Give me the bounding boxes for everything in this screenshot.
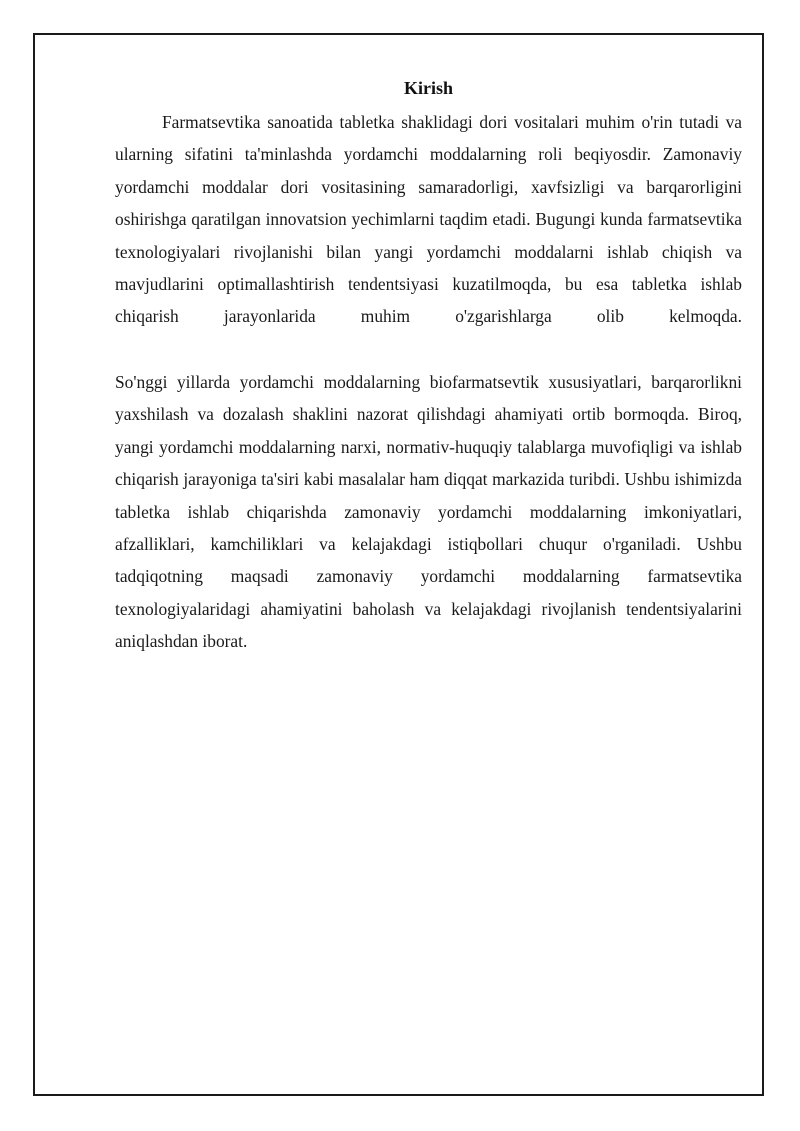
paragraph-introduction: Farmatsevtika sanoatida tabletka shaklidagi dori vositalari muhim o'rin tutadi va ularning sifatini ta'minlashda yordamchi moddalarning roli beqiyosdir. Zamonaviy yordamchi moddalar dori vositasining samaradorligi, xavfsizligi va barqarorligini oshirishga qaratilgan innovatsion yechimlarni taqdim etadi. Bugungi kunda farmatsevtika texnologiyalari rivojlanishi bilan yangi yordamchi moddalarni ishlab chiqish va mavjudlarini optimallashtirish tendentsiyasi kuzatilmoqda, bu esa tabletka ishlab chiqarish jarayonlarida muhim o'zgarishlarga olib kelmoqda. [115, 112, 742, 327]
paragraph-research-aim: So'nggi yillarda yordamchi moddalarning biofarmatsevtik xususiyatlari, barqarorlikni yaxshilash va dozalash shaklini nazorat qilishdagi ahamiyati ortib bormoqda. Biroq, yangi yordamchi moddalarning narxi, normativ-huquqiy talablarga muvofiqligi va ishlab chiqarish jarayoniga ta'siri kabi masalalar ham diqqat markazida turibdi. Ushbu ishimizda tabletka ishlab chiqarishda zamonaviy yordamchi moddalarning imkoniyatlari, afzalliklari, kamchiliklari va kelajakdagi istiqbollari chuqur o'rganiladi. Ushbu tadqiqotning maqsadi zamonaviy yordamchi moddalarning farmatsevtika texnologiyalaridagi ahamiyatini baholash va kelajakdagi rivojlanish tendentsiyalarini aniqlashdan iborat. [115, 372, 742, 652]
section-heading: Kirish [403, 78, 453, 98]
